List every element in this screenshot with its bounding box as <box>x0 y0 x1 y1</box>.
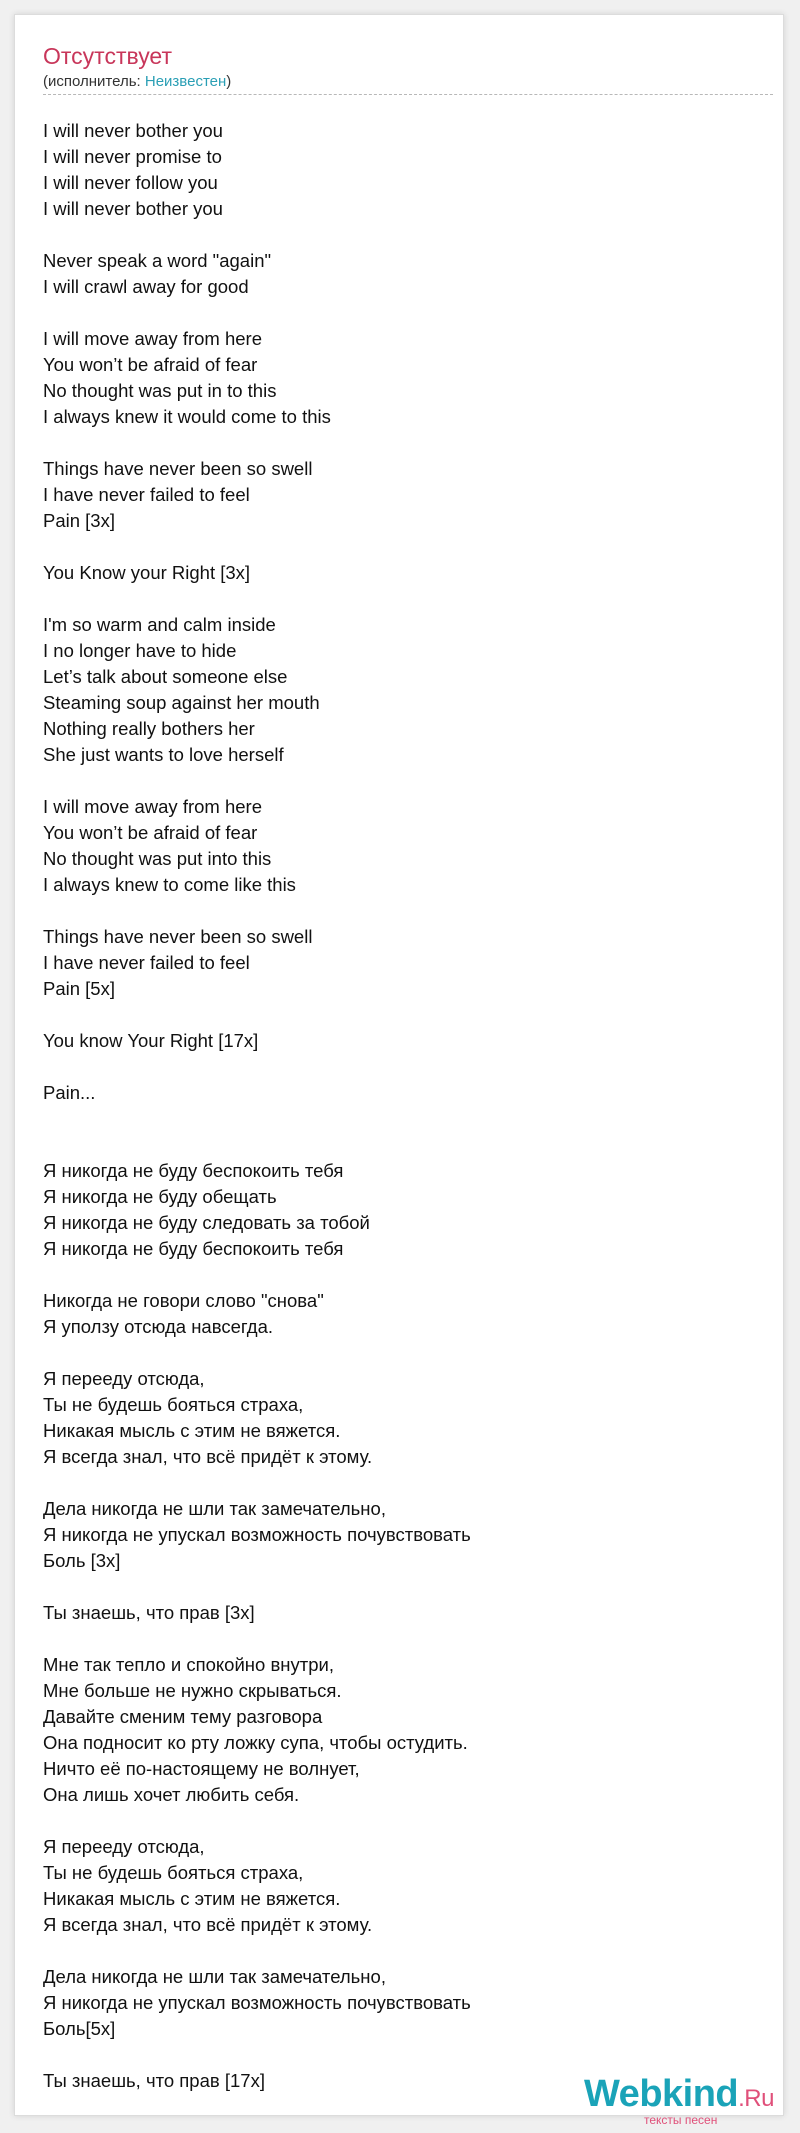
lyrics-line: Она подносит ко рту ложку супа, чтобы остудить. <box>43 1732 468 1753</box>
lyrics-line: I'm so warm and calm inside <box>43 614 276 635</box>
lyrics-line: Ты знаешь, что прав [3x] <box>43 1602 255 1623</box>
lyrics-line: Мне больше не нужно скрываться. <box>43 1680 342 1701</box>
lyrics-line: Steaming soup against her mouth <box>43 692 320 713</box>
lyrics-blank-line <box>43 534 763 560</box>
lyrics-blank-line <box>43 300 763 326</box>
lyrics-blank-line <box>43 222 763 248</box>
lyrics-line: Я перееду отсюда, <box>43 1836 205 1857</box>
lyrics-line: I have never failed to feel <box>43 952 250 973</box>
lyrics-line: Я уползу отсюда навсегда. <box>43 1316 274 1337</box>
lyrics-line: She just wants to love herself <box>43 744 284 765</box>
lyrics-line: I will never promise to <box>43 146 222 167</box>
lyrics-line: You know Your Right [17x] <box>43 1030 259 1051</box>
lyrics-line: I will never bother you <box>43 120 223 141</box>
lyrics-line: Я всегда знал, что всё придёт к этому. <box>43 1446 373 1467</box>
lyrics-line: No thought was put in to this <box>43 380 277 401</box>
lyrics-blank-line <box>43 1574 763 1600</box>
lyrics-line: Pain [3x] <box>43 510 115 531</box>
lyrics-blank-line <box>43 1340 763 1366</box>
lyrics-blank-line <box>43 1262 763 1288</box>
lyrics-line: Я перееду отсюда, <box>43 1368 205 1389</box>
lyrics-blank-line <box>43 768 763 794</box>
lyrics-line: Дела никогда не шли так замечательно, <box>43 1498 386 1519</box>
lyrics-line: Ты не будешь бояться страха, <box>43 1862 304 1883</box>
lyrics-line: I will move away from here <box>43 796 262 817</box>
lyrics-blank-line <box>43 1054 763 1080</box>
title-divider <box>43 94 773 95</box>
lyrics-line: Никогда не говори слово "снова" <box>43 1290 324 1311</box>
lyrics-blank-line <box>43 1626 763 1652</box>
lyrics-line: Боль[5x] <box>43 2018 116 2039</box>
lyrics-line: I will never follow you <box>43 172 218 193</box>
lyrics-line: I will move away from here <box>43 328 262 349</box>
lyrics-line: Я никогда не буду беспокоить тебя <box>43 1160 344 1181</box>
lyrics-line: Let’s talk about someone else <box>43 666 288 687</box>
lyrics-line: I have never failed to feel <box>43 484 250 505</box>
lyrics-line: Никакая мысль с этим не вяжется. <box>43 1888 341 1909</box>
lyrics-line: Я никогда не буду беспокоить тебя <box>43 1238 344 1259</box>
lyrics-blank-line <box>43 2042 763 2068</box>
lyrics-line: Things have never been so swell <box>43 926 313 947</box>
lyrics-blank-line <box>43 586 763 612</box>
lyrics-line: Я всегда знал, что всё придёт к этому. <box>43 1914 373 1935</box>
lyrics-line: Никакая мысль с этим не вяжется. <box>43 1420 341 1441</box>
lyrics-line: Things have never been so swell <box>43 458 313 479</box>
lyrics-line: Я никогда не буду обещать <box>43 1186 277 1207</box>
lyrics-line: Ничто её по-настоящему не волнует, <box>43 1758 360 1779</box>
lyrics-line: I always knew to come like this <box>43 874 296 895</box>
artist-prefix: (исполнитель: <box>43 73 145 90</box>
lyrics-line: Я никогда не буду следовать за тобой <box>43 1212 370 1233</box>
lyrics-line: I no longer have to hide <box>43 640 237 661</box>
lyrics-line: Она лишь хочет любить себя. <box>43 1784 300 1805</box>
lyrics-line: Pain... <box>43 1082 96 1103</box>
lyrics-line: I will crawl away for good <box>43 276 249 297</box>
lyrics-line: Дела никогда не шли так замечательно, <box>43 1966 386 1987</box>
artist-link[interactable]: Неизвестен <box>144 73 227 90</box>
lyrics-blank-line <box>43 430 763 456</box>
webkind-logo[interactable] <box>584 2073 794 2133</box>
lyrics-line: No thought was put into this <box>43 848 272 869</box>
logo-tld-text: .Ru <box>738 2085 774 2112</box>
artist-line <box>43 73 231 91</box>
lyrics-line: Never speak a word "again" <box>43 250 272 271</box>
lyrics-line: Мне так тепло и спокойно внутри, <box>43 1654 334 1675</box>
lyrics-line: Ты не будешь бояться страха, <box>43 1394 304 1415</box>
lyrics-line: You Know your Right [3x] <box>43 562 251 583</box>
lyrics-blank-line <box>43 1938 763 1964</box>
lyrics-line: You won’t be afraid of fear <box>43 354 258 375</box>
lyrics-line: Боль [3x] <box>43 1550 121 1571</box>
logo-main-text: Webkind <box>584 2073 739 2115</box>
page-title: Отсутствует <box>43 43 172 69</box>
lyrics-blank-line <box>43 1808 763 1834</box>
lyrics-page <box>14 14 784 2127</box>
lyrics-blank-line <box>43 1002 763 1028</box>
lyrics-line: Давайте сменим тему разговора <box>43 1706 323 1727</box>
lyrics-blank-line <box>43 1132 763 1158</box>
artist-suffix: ) <box>226 73 232 90</box>
lyrics-text <box>43 118 763 2094</box>
lyrics-line: Я никогда не упускал возможность почувствовать <box>43 1992 471 2013</box>
lyrics-line: You won’t be afraid of fear <box>43 822 258 843</box>
logo-tagline: тексты песен <box>644 2113 718 2127</box>
lyrics-line: Nothing really bothers her <box>43 718 255 739</box>
lyrics-blank-line <box>43 898 763 924</box>
lyrics-line: Ты знаешь, что прав [17x] <box>43 2070 265 2091</box>
lyrics-blank-line <box>43 1470 763 1496</box>
lyrics-line: Pain [5x] <box>43 978 115 999</box>
lyrics-line: I always knew it would come to this <box>43 406 331 427</box>
lyrics-line: I will never bother you <box>43 198 223 219</box>
lyrics-line: Я никогда не упускал возможность почувствовать <box>43 1524 471 1545</box>
lyrics-blank-line <box>43 1106 763 1132</box>
